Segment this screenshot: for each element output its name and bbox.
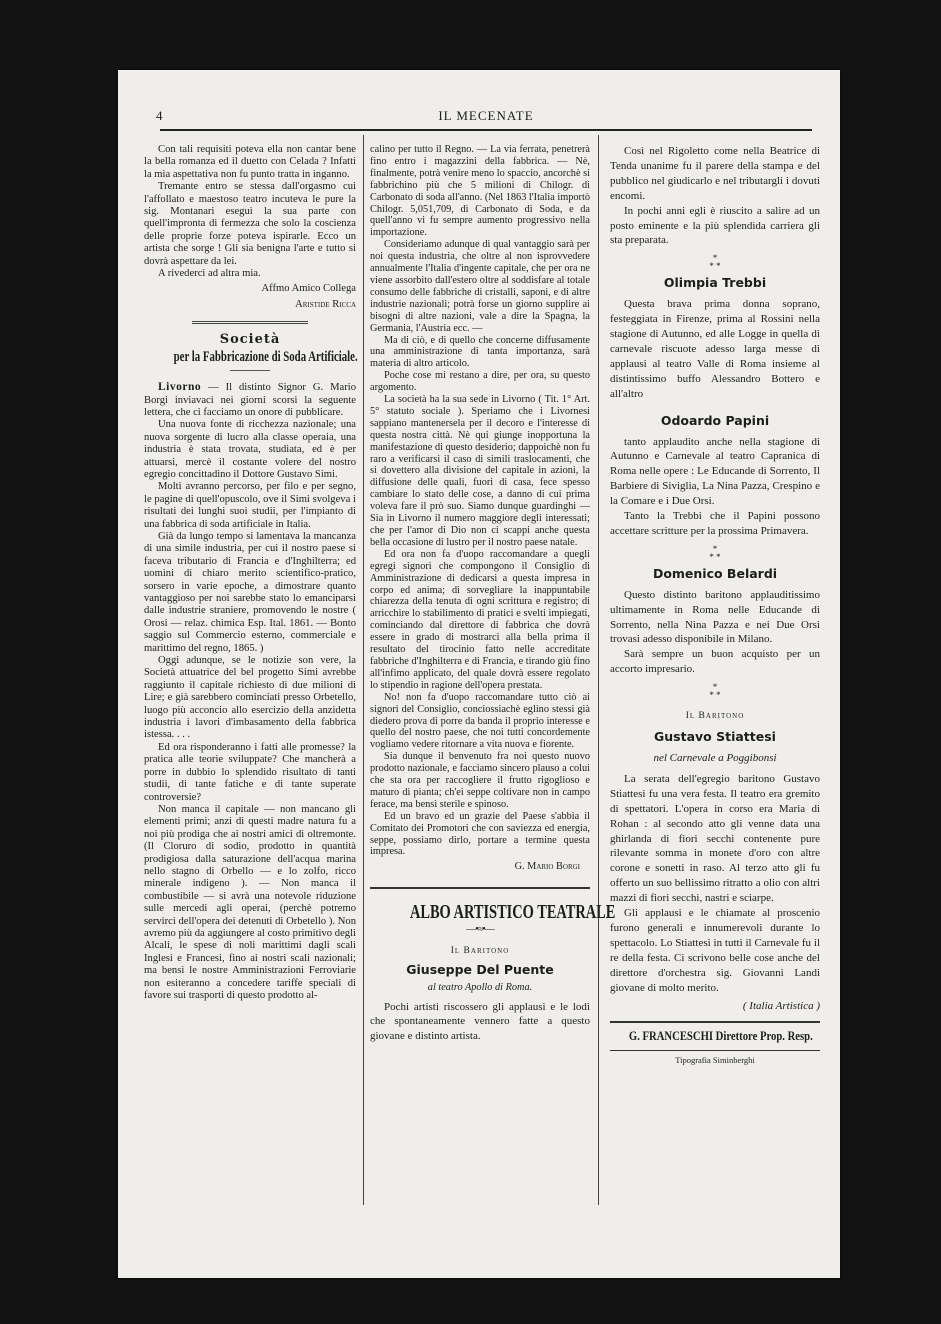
paragraph: In pochi anni egli è riuscito a salire ad un posto eminente e la più splendida carriera gli sta preparata. [610, 204, 820, 247]
role-label: Il Baritono [450, 946, 510, 957]
printer-credit: Tipografia Siminberghi [675, 1055, 755, 1066]
column-2 [370, 144, 616, 1043]
artist-name: Giuseppe Del Puente [406, 962, 554, 977]
paragraph: Tremante entro se stessa dall'orgasmo cui l'affollato e maestoso teatro incuteva le pure la sig. Montanari eseguì la sua parte con quell'impronta di fermezza che solo la coscienza delle proprie forze poteva ispirarle. Ecco un artista che sorge ! Gli sia benigna l'arte e tutto si dovrà aspettare da lei. [144, 181, 356, 267]
paragraph: Con tali requisiti poteva ella non cantar bene la bella romanza ed il duetto con Celada ? Infatti la mia aspettativa non fu punto tratta in inganno. [144, 144, 356, 180]
venue-subtitle: al teatro Apollo di Roma. [427, 981, 533, 993]
paragraph: Questo distinto baritono applauditissimo ultimamente in Roma nelle Educande di Sorrento, nella Nina Pazza e nei Due Orsi trovasi adesso disponibile in Milano. [610, 588, 820, 646]
paragraph: Pochi artisti riscossero gli applausi e le lodi che spontaneamente vennero fatte a questo giovane e distinto artista. [370, 1000, 590, 1042]
paragraph: Gli applausi e le chiamate al proscenio furono generali e innumerevoli durante lo spettacolo. Lo Stiattesi in tutti il Carnevale fu il re della festa. Ci scrivono belle cose anche del direttore d'orchestra sig. Giovanni Landi giovane di molto merito. [610, 907, 820, 994]
column-1 [144, 144, 356, 1002]
paragraph: Consideriamo adunque di qual vantaggio sarà per noi questa industria, che oltre al non isprovvedere annualmente l'Italia d'ingente capitale, che per ora ne viene assorbito dall'estero oltre al soddisfare al totale consumo delle fabbriche di cristalli, saponi, e di altre industrie nazionali; potrà forse un giorno supplire ai bisogni di altre nazioni, vale a dire la Spagna, la Germania, l'Austria ecc. — [370, 239, 590, 334]
article-subheading: per la Fabbricazione di Soda Artificiale. [173, 348, 358, 365]
paragraph: Ed un bravo ed un grazie del Paese s'abbia il Comitato dei Promotori che con saviezza ed energia, seppe, possiamo dirlo, portare a termine questa impresa. [370, 810, 590, 858]
paragraph: La società ha la sua sede in Livorno ( Tit. 1° Art. 5° statuto sociale ). Speriamo che i Livornesi sappiano mantenersela per il decoro e l'interesse di questa nostra città. Nè qui giunge inopportuna la manifestazione di questo desiderio; dappoichè non fu raro a verificarsi il caso di simili traslocamenti, che si dovettero alla divisione del capitale in azioni, la diffusione delle quali, fuori di casa, fece spesso cambiare lo stato delle cose, a danno di cui prima voleva fare il prò suo. Siamo dunque guardinghi — Sia in Livorno il numero maggiore degli interessati; che per l'amor di Dio non ci scappi anche questa bella occasione di lustro per il nostro paese natale. [370, 394, 590, 548]
column-divider [363, 135, 364, 1205]
imprint-rule [610, 1021, 820, 1023]
author-name: Aristide Ricca [295, 298, 356, 310]
asterism-icon: * * * [709, 543, 721, 562]
paragraph: calino per tutto il Regno. — La via ferrata, penetrerà fino entro i magazzini della fabbrica. — Nè, finalmente, potrà venire meno lo spaccio, ancorchè si fabbrichino più che 5 milioni di Chilogr. di Carbonato di soda all'anno. (Nel 1863 l'Italia importò Chilogr. 5,051,709, di Carbonato di Soda, e da quell'anno vi fu sempre aumento progressivo nella importazione. [370, 144, 590, 239]
paragraph: Tanto la Trebbi che il Papini possono accettare scritture per la prossima Primavera. [610, 510, 820, 537]
section-title: ALBO ARTISTICO TEATRALE [409, 901, 616, 924]
paragraph: tanto applaudito anche nella stagione di Autunno e Carnevale al teatro Capranica di Roma nelle opere : Le Educande di Sorrento, Il Barbiere di Siviglia, La Nina Pazza, Crespino e la Comare e i Due Orsi. [610, 435, 820, 508]
article-heading: Società [219, 332, 281, 348]
paragraph: Oggi adunque, se le notizie son vere, la Società attuatrice del bel progetto Simi avrebbe raggiunto il capitale richiesto di due milioni di Lire; e già sarebbero cominciati presso Orbetello, luogo più acconcio allo esercizio della anzidetta industria i lavori d'imbasamento della fabbrica istessa. . . . [144, 655, 356, 741]
column-3 [610, 144, 820, 1068]
paragraph: Poche cose mi restano a dire, per ora, su questo argomento. [370, 370, 590, 394]
paragraph: Sia dunque il benvenuto fra noi questo nuovo prodotto nazionale, e facciamo sincero plauso a colui che sta ora per raccogliere il frutto rigoglioso e maturo di pianta; ch'ei seppe coltivare non in campo ferace, ma bensì sterile e spinoso. [370, 751, 590, 810]
venue-subtitle: nel Carnevale a Poggibonsi [653, 752, 777, 764]
page-number: 4 [156, 108, 164, 123]
running-header [156, 108, 812, 126]
section-title-wrap [370, 901, 616, 924]
paragraph: Questa brava prima donna soprano, festeggiata in Firenze, prima al Rossini nella stagione di Autunno, ed alle Logge in quella di carnevale riscuote adesso larga messe di applausi al teatro Valle di Roma insieme al distintissimo buffo Alessandro Bottero e all'altro [610, 298, 820, 400]
artist-name: Odoardo Papini [660, 412, 770, 428]
paragraph: Già da lungo tempo si lamentava la mancanza di una simile industria, per cui il nostro paese si faceva tributario di Francia e d'Inghilterra; ed uomini di chiaro merito scientifico-pratico, sorsero in varie epoche, a dimostrare quanto vantaggioso per noi sarebbe stato lo emanciparsi dalle industrie straniere, promovendo le nostre ( Orosi — relaz. chimica Esp. Ital. 1861. — Bonto saggio sul Commercio esterno, commerciale e marittimo del regno, 1865. ) [144, 530, 356, 654]
newspaper-title: IL MECENATE [438, 108, 534, 123]
source-credit: ( Italia Artistica ) [742, 999, 820, 1012]
paragraph: No! non fa d'uopo raccomandare tutto ciò ai signori del Consiglio, conciossiachè eglino stessi già diedero prova di porre da banda il proprio interesse e quello del nostro paese, che noi tutti concordemente vogliamo vedere ritornare a vita nuova e fiorente. [370, 691, 590, 751]
header-rule [160, 129, 812, 131]
section-separator [192, 321, 309, 324]
asterism-icon: * * * [709, 682, 721, 701]
ornament: —•≈•— [466, 924, 494, 936]
paragraph: Ed ora non fa d'uopo raccomandare a quegli egregi signori che compongono il Consiglio di Amministrazione di dedicarsi a questa impresa in corpo ed anima; di sorvegliare la inappuntabile chiarezza della tenuta di ogni scrittura e registro; di arricchire lo stabilimento di pratici e svelti impiegati, cominciando dal direttore di fabbrica che dovrà essere in grado di mostrarci alla bella prima il resultato del tirocinio fatto nelle accreditate fabbriche d'Inghilterra e di Francia, e tirando giù fino all'infimo applicato, del quale dovrà essere regolato lo stipendio in ragione dell'opera prestata. [370, 548, 590, 691]
section-rule [370, 887, 590, 889]
asterism-icon: * * * [709, 253, 721, 272]
dateline: Livorno [158, 381, 202, 394]
paragraph: Una nuova fonte di ricchezza nazionale; una nuova sorgente di lucro alla classe operaia, una industria è stata trovata, studiata, ed è per attuarsi, mercè il costante volere del nostro egregio concittadino il Dottore Gustavo Simi. [144, 419, 356, 480]
paragraph: Non manca il capitale — non mancano gli elementi primi; anzi di questi madre natura fu a noi più prodiga che ai nostri amici di oltremonte. (Il Cloruro di sodio, prodotto in quantità prodigiosa dalla saturazione dell'acqua marina nello stagno di Orbello — e lo zolfo, ricco minerale indigeno ). — Non manca il combustibile — si avrà una notevole riduzione sulle mercedi agli operai, (perchè potremo servirci dell'opera dei detenuti di Orbetello ). Non avremo più da aggiungere al costo primitivo degli Alcali, le spese di noli marittimi dagli scali Inglesi e Francesi, fino ai nostri scali nazionali; ma bensì le nostre Amministrazioni Ferroviarie non esiteranno a concedere tariffe speciali di favore sui trasporti di questo prodotto al- [144, 803, 356, 1001]
lead-text: — Il distinto Signor G. Mario Borgi inviavaci nei giorni scorsi la seguente lettera, che ci facciamo un onore di pubblicare. [144, 382, 356, 418]
paragraph: Molti avranno percorso, per filo e per segno, le pagine di quell'opuscolo, ove il Simi svolgeva i risultati dei lunghi suoi studii, per l'impianto di una fabbrica di soda artificiale in Italia. [144, 481, 356, 530]
imprint: G. FRANCESCHI Direttore Prop. Resp. [628, 1028, 813, 1044]
column-divider [598, 135, 599, 1205]
paragraph: Sarà sempre un buon acquisto per un accorto impresario. [610, 648, 820, 676]
role-label: Il Baritono [685, 711, 745, 722]
author-name: G. Mario Borgi [514, 861, 580, 873]
artist-name: Domenico Belardi [652, 565, 778, 581]
paragraph: Ed ora risponderanno i fatti alle promesse? la pratica alle teorie sviluppate? Che mancherà a porre in dubbio lo splendido risultato di tanti studii, di tante fatiche e di tante superate controversie? [144, 741, 356, 803]
article-lead [144, 381, 356, 419]
artist-name: Olimpia Trebbi [663, 275, 767, 291]
paragraph: Così nel Rigoletto come nella Beatrice di Tenda unanime fu il parere della stampa e del pubblico nel giudicarlo e nel tributargli i dovuti encomi. [610, 145, 820, 202]
paragraph: Ma di ciò, e di quello che concerne diffusamente una amministrazione di tanta importanza, sarà materia di altro articolo. [370, 334, 590, 370]
paragraph: A rivederci ad altra mia. [158, 268, 261, 280]
imprint-rule [610, 1050, 820, 1051]
signature-line: Affmo Amico Collega [261, 283, 356, 295]
paragraph: La serata dell'egregio baritono Gustavo Stiattesi fu una vera festa. Il teatro era gremito di spettatori. L'opera in corso era Maria di Rohan : al secondo atto gli venne data una ghirlanda di fiori secchi contenente pure rilevante somma in monete d'oro con altre corone e sonetti in raso. Al terzo atto gli fu offerto un suo bellissimo ritratto a olio con altri mazzi di fiori secchi, nastri e sciarpe. [610, 772, 820, 905]
short-rule [230, 370, 270, 371]
artist-name: Gustavo Stiattesi [654, 729, 776, 745]
